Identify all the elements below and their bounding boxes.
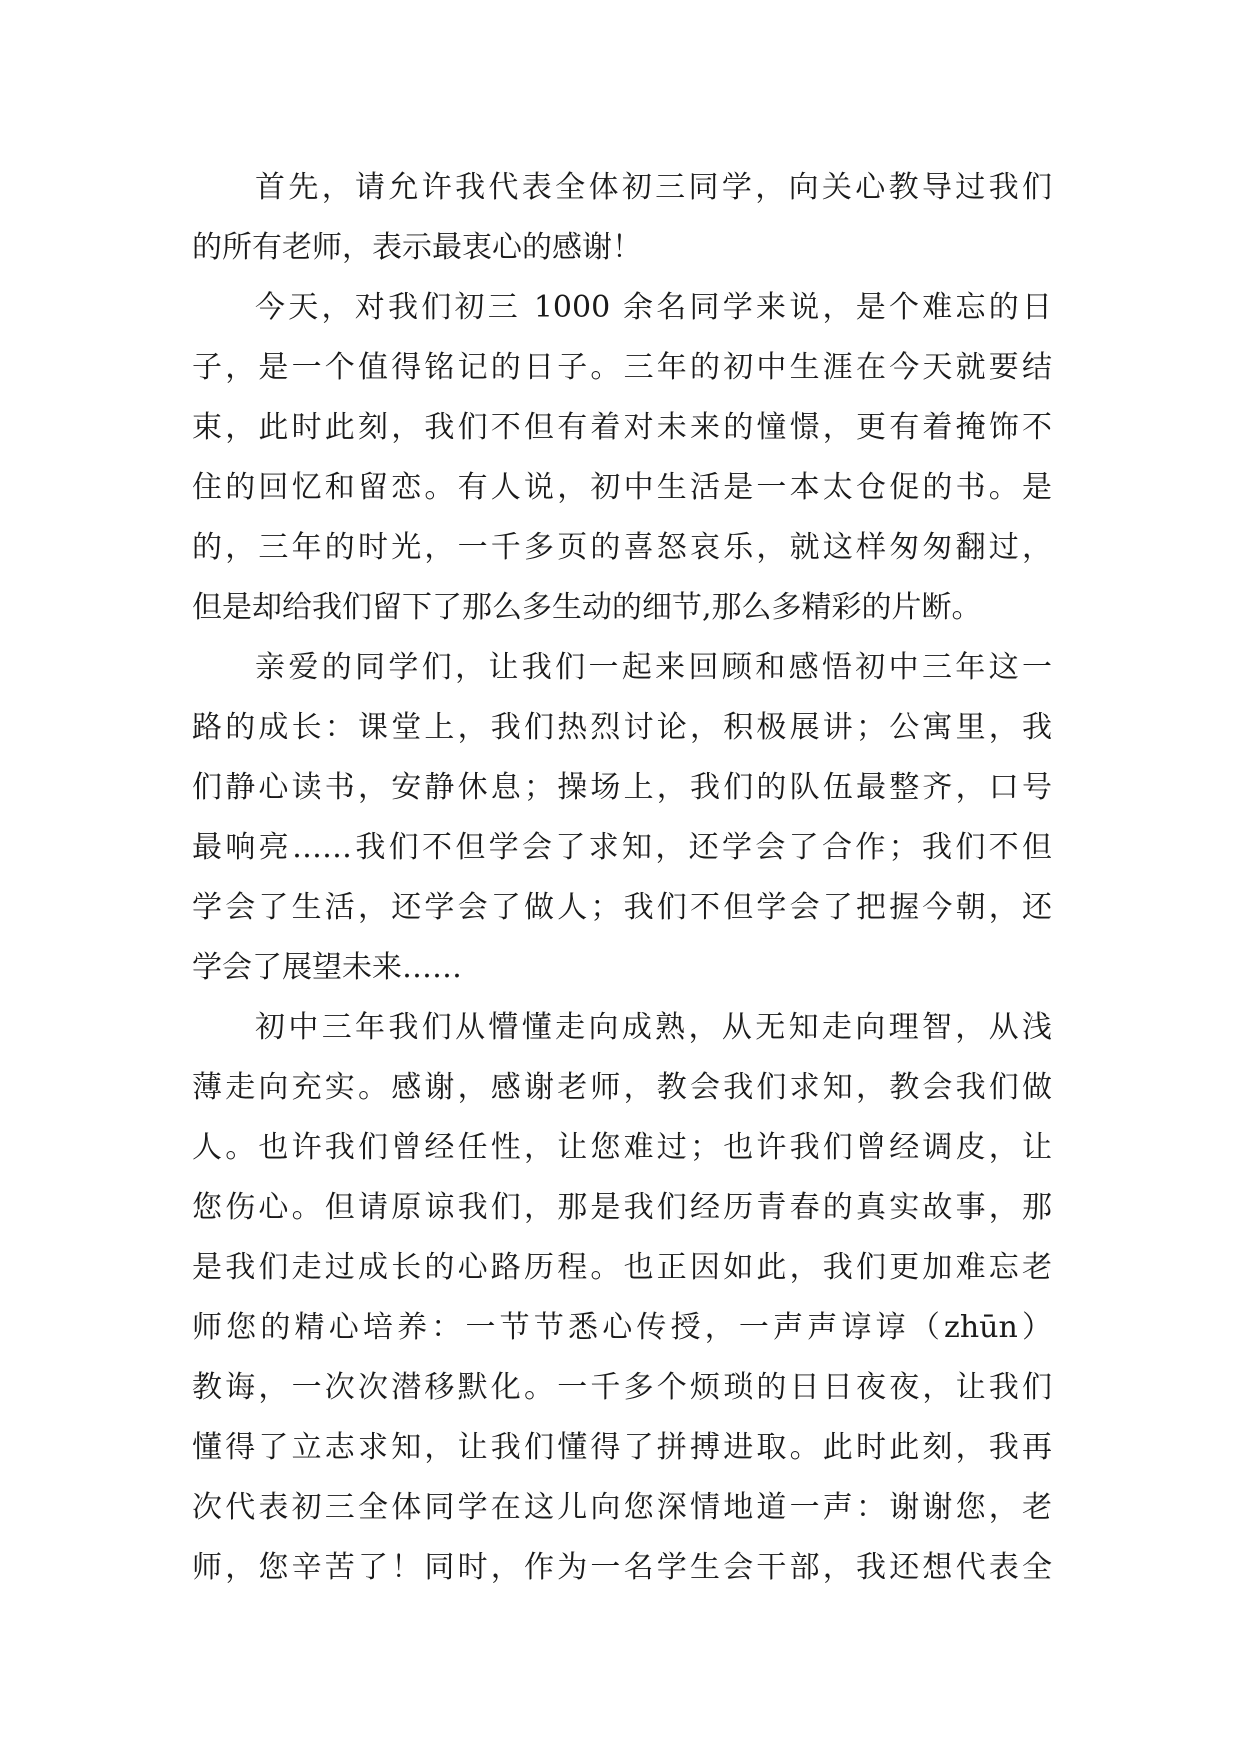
text-line: 初中三年我们从懵懂走向成熟，从无知走向理智，从浅 — [255, 1010, 1052, 1045]
text-line: 师您的精心培养：一节节悉心传授，一声声谆谆（zhūn） — [192, 1310, 1052, 1345]
text-line: 人。也许我们曾经任性，让您难过；也许我们曾经调皮，让 — [192, 1130, 1052, 1165]
text-line: 次代表初三全体同学在这儿向您深情地道一声：谢谢您，老 — [192, 1490, 1052, 1525]
text-line: 最响亮……我们不但学会了求知，还学会了合作；我们不但 — [192, 830, 1052, 865]
text-line: 学会了生活，还学会了做人；我们不但学会了把握今朝，还 — [192, 890, 1052, 925]
text-line: 懂得了立志求知，让我们懂得了拼搏进取。此时此刻，我再 — [192, 1430, 1052, 1465]
text-line: 子，是一个值得铭记的日子。三年的初中生涯在今天就要结 — [192, 350, 1052, 385]
text-line: 教诲，一次次潜移默化。一千多个烦琐的日日夜夜，让我们 — [192, 1370, 1052, 1405]
text-line: 束，此时此刻，我们不但有着对未来的憧憬，更有着掩饰不 — [192, 410, 1052, 445]
text-line: 们静心读书，安静休息；操场上，我们的队伍最整齐，口号 — [192, 770, 1052, 805]
text-line: 首先，请允许我代表全体初三同学，向关心教导过我们 — [255, 170, 1052, 205]
text-line: 路的成长：课堂上，我们热烈讨论，积极展讲；公寓里，我 — [192, 710, 1052, 745]
text-line: 是我们走过成长的心路历程。也正因如此，我们更加难忘老 — [192, 1250, 1052, 1285]
text-line: 亲爱的同学们，让我们一起来回顾和感悟初中三年这一 — [255, 650, 1052, 685]
text-line: 您伤心。但请原谅我们，那是我们经历青春的真实故事，那 — [192, 1190, 1052, 1225]
text-line: 今天，对我们初三 1000 余名同学来说，是个难忘的日 — [255, 290, 1052, 325]
text-line: 学会了展望未来…… — [192, 950, 462, 985]
text-line: 的，三年的时光，一千多页的喜怒哀乐，就这样匆匆翻过， — [192, 530, 1052, 565]
text-line: 师，您辛苦了！同时，作为一名学生会干部，我还想代表全 — [192, 1550, 1052, 1585]
text-line: 的所有老师，表示最衷心的感谢！ — [192, 230, 642, 265]
text-line: 但是却给我们留下了那么多生动的细节,那么多精彩的片断。 — [192, 590, 982, 625]
text-line: 住的回忆和留恋。有人说，初中生活是一本太仓促的书。是 — [192, 470, 1052, 505]
text-line: 薄走向充实。感谢，感谢老师，教会我们求知，教会我们做 — [192, 1070, 1052, 1105]
